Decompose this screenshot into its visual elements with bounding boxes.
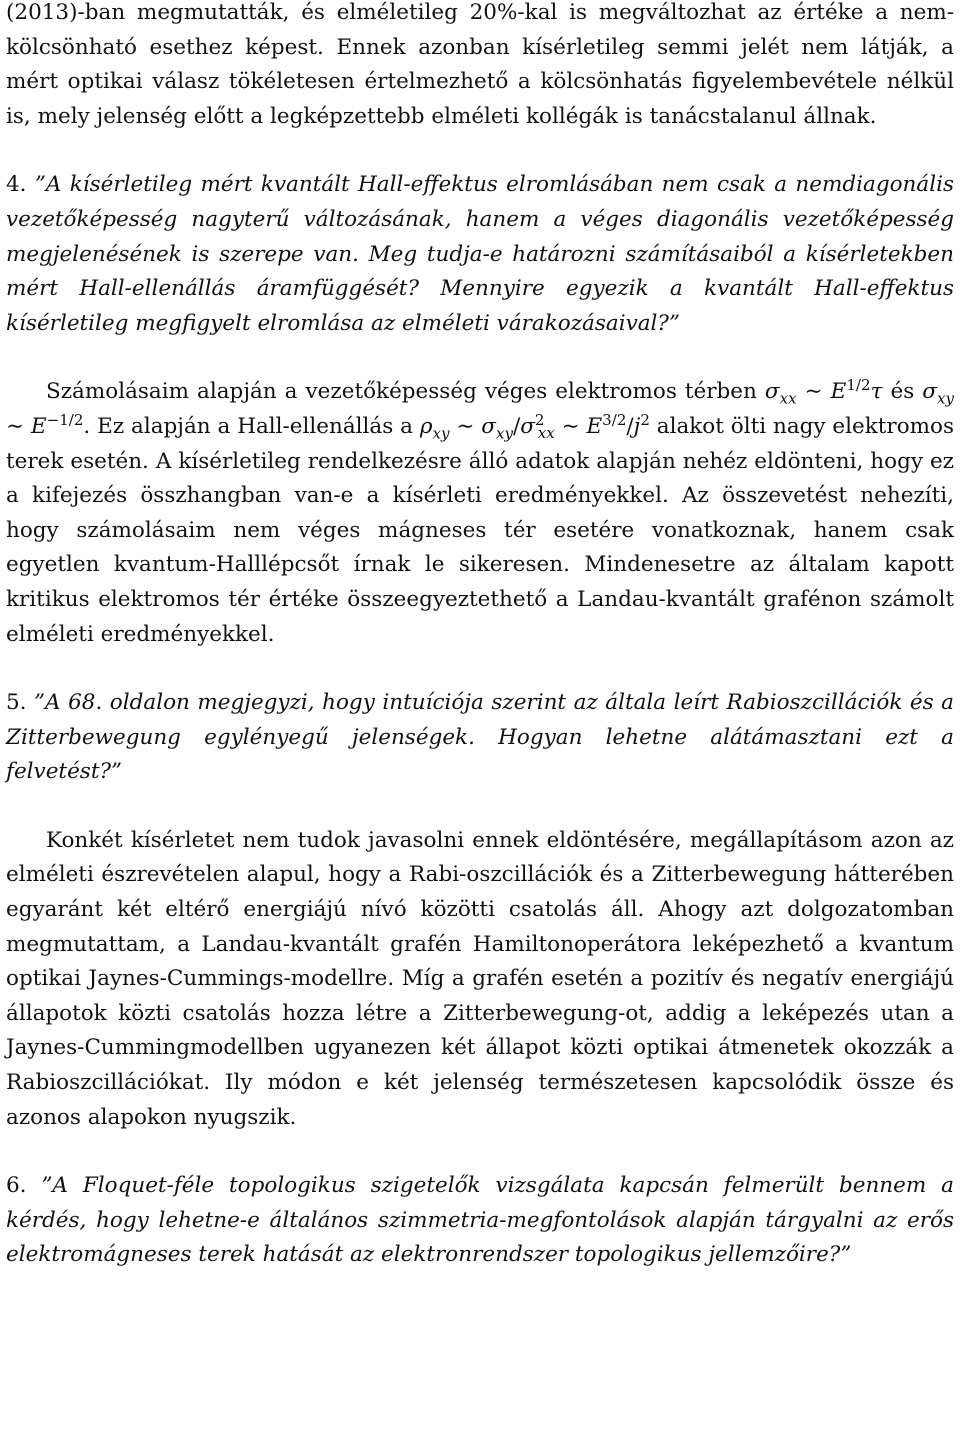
current-squared: $j^2$: [633, 410, 650, 439]
paragraph-gap: [6, 652, 954, 686]
answer-4: [6, 375, 954, 652]
sigma-xx: $\sigma_{xx}$: [764, 379, 797, 408]
question-number: 6.: [6, 1173, 27, 1199]
answer-5: Konkét kísérletet nem tudok javasolni ennek eldöntésére, megállapításom azon az elméleti észrevételen alapul, hogy a Rabi-oszcillációk és a Zitterbewegung hátterében egyaránt két eltérő energiájú nívó közötti csatolás áll. Ahogy azt dolgozatomban megmutattam, a Landau-kvantált grafén Hamiltonoperátora leképezhető a kvantum optikai Jaynes-Cummings-modellre. Míg a grafén esetén a pozitív és negatív energiájú állapotok közti csatolás hozza létre a Zitterbewegung-ot, addig a leképezés utan a Jaynes-Cummingmodellben ugyanezen két állapot közti optikai átmenetek okozzák a Rabioszcillációkat. Ily módon e két jelenség természetesen kapcsolódik össze és azonos alapokon nyugszik.: [6, 827, 954, 1130]
sigma-xy: $\sigma_{xy}$: [481, 413, 513, 443]
answer-text: és: [882, 379, 923, 405]
question-text: ”A Floquet-féle topologikus szigetelők vizsgálata kapcsán felmerült bennem a kérdés, hogy lehetne-e általános szimmetria-megfontolások alapján tárgyalni az erős elektromágneses terek hatását az elektronrendszer topologikus jellemzőire?”: [6, 1173, 954, 1268]
paragraph-gap: [6, 1135, 954, 1169]
referee-question-4: [6, 168, 954, 341]
answer-text: ∼: [796, 379, 831, 405]
answer-text: Számolásaim alapján a vezetőképesség véges elektromos térben: [46, 379, 765, 405]
e-field-power: $E^{3/2}$: [586, 410, 627, 439]
paragraph-gap: [6, 790, 954, 824]
answer-text: /: [512, 413, 521, 439]
referee-question-6: [6, 1169, 954, 1273]
answer-text: ∼: [554, 413, 587, 439]
question-number: 5.: [6, 690, 27, 716]
e-field-power: $E^{1/2}\tau$: [830, 376, 883, 405]
question-number: 4.: [6, 172, 27, 198]
sigma-xy: $\sigma_{xy}$: [922, 379, 954, 408]
paragraph-gap: [6, 341, 954, 375]
answer-text: /: [626, 413, 634, 439]
question-text: ”A kísérletileg mért kvantált Hall-effektus elromlásában nem csak a nemdiagonális vezetőképesség nagyterű változásának, hanem a véges diagonális vezetőképesség megjelenésének is szerepe van. Meg tudja-e határozni számításaiból a kísérletekben mért Hall-ellenállás áramfüggését? Mennyire egyezik a kvantált Hall-effektus kísérletileg megfigyelt elromlása az elméleti várakozásaival?”: [6, 172, 954, 336]
answer-text: alakot ölti nagy elektromos terek esetén. A kísérletileg rendelkezésre álló adatok alapján nehéz eldönteni, hogy ez a kifejezés összhangban van-e a kísérleti eredményekkel. Az összevetést nehezíti, hogy számolásaim nem véges mágneses tér esetére vonatkoznak, hanem csak egyetlen kvantum-Halllépcsőt írnak le sikeresen. Mindenesetre az általam kapott kritikus elektromos tér értéke összeegyeztethető a Landau-kvantált grafénon számolt elméleti eredményekkel.: [6, 413, 955, 647]
question-text: ”A 68. oldalon megjegyzi, hogy intuíciója szerint az általa leírt Rabioszcillációk és a Zitterbewegung egylényegű jelenségek. Hogyan lehetne alátámasztani ezt a felvetést?”: [6, 690, 954, 785]
answer-text: ∼: [449, 413, 482, 439]
answer-text: ∼: [6, 413, 31, 439]
paragraph-intro: (2013)-ban megmutatták, és elméletileg 20%-kal is megváltozhat az értéke a nem-kölcsönható esethez képest. Ennek azonban kísérletileg semmi jelét nem látják, a mért optikai válasz tökéletesen értelmezhető a kölcsönhatás figyelembevétele nélkül is, mely jelenség előtt a legképzettebb elméleti kollégák is tanácstalanul állnak.: [6, 0, 954, 129]
paragraph-gap: [6, 134, 954, 168]
referee-question-5: [6, 686, 954, 790]
sigma-xx-squared: $\sigma^2_{xx}$: [520, 410, 555, 443]
rho-xy: $\rho_{xy}$: [419, 413, 450, 443]
e-field-power: $E^{-1/2}$: [30, 410, 84, 439]
answer-text: . Ez alapján a Hall-ellenállás a: [83, 413, 420, 439]
document-page: [6, 0, 954, 1273]
